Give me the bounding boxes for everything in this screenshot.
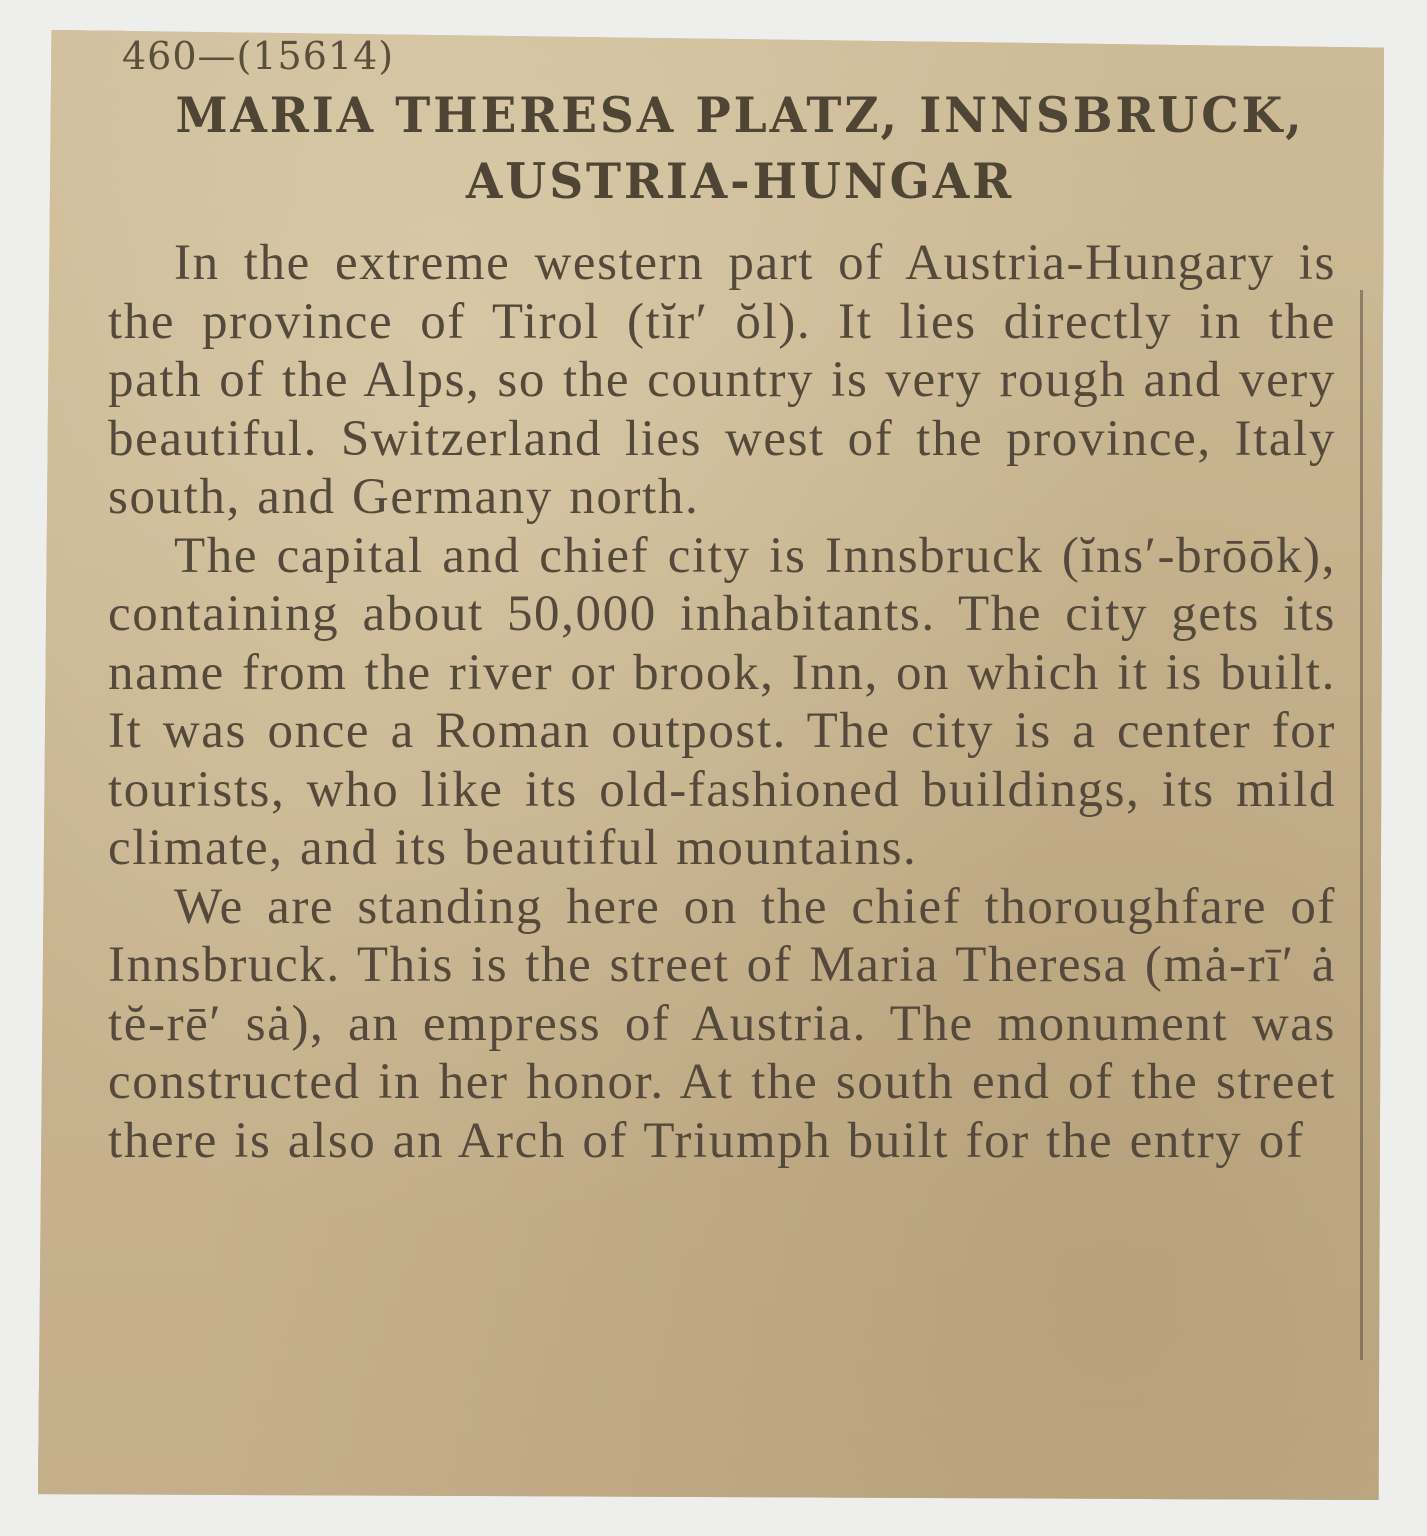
card-title-line-1: MARIA THERESA PLATZ, INNSBRUCK, — [175, 86, 1305, 144]
card-title-line-2: AUSTRIA-HUNGAR — [465, 152, 1015, 210]
paragraph-tirol: In the extreme western part of Austria-Hungary is the province of Tirol (tĭr′ ŏl). It lies directly in the path of the Alps, so the country is very rough and very beautiful. Switzerland lies west of the province, Italy south, and Germany north. — [108, 235, 1336, 525]
paragraph-maria-theresa-street: We are standing here on the chief thoroughfare of Innsbruck. This is the street of Maria Theresa (mȧ-rī′ ȧ tĕ-rē′ sȧ), an empress of Austria. The monument was constructed in her honor. At the south end of the street there is also an Arch of Triumph built for the entry of — [108, 878, 1336, 1169]
card-number: 460—(15614) — [122, 34, 395, 78]
paragraph-innsbruck: The capital and chief city is Innsbruck (ĭns′-brōōk), containing about 50,000 inhabitants. The city gets its name from the river or brook, Inn, on which it is built. It was once a Roman outpost. The city is a center for tourists, who like its old-fashioned buildings, its mild climate, and its beautiful mountains. — [108, 527, 1336, 876]
edge-rule-line — [1360, 290, 1363, 1360]
card-description — [108, 234, 1336, 1170]
card-title — [116, 82, 1364, 214]
